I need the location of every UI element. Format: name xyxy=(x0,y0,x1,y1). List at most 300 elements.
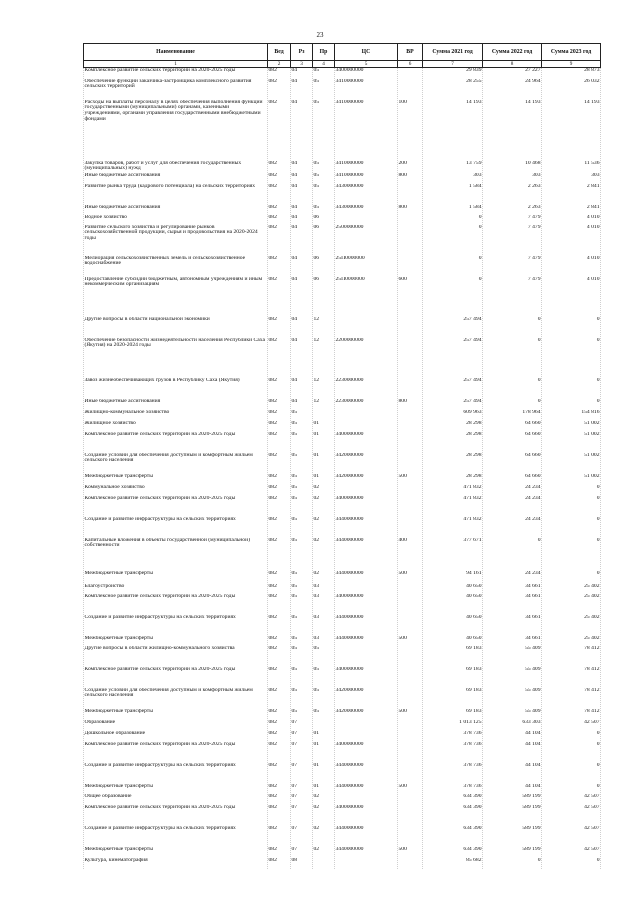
row-amount-2022: 2 263 xyxy=(527,183,541,189)
row-pr: 02 xyxy=(313,793,320,799)
row-amount-2023: 4 010 xyxy=(586,214,600,220)
row-amount-2023: 42 507 xyxy=(584,719,600,725)
row-amount-2022: 0 xyxy=(537,398,541,404)
row-name: Жилищно-коммунальное хозяйство xyxy=(84,409,170,415)
row-name: Развитие рынка труда (кадрового потенциала) на сельских территориях xyxy=(84,183,256,189)
table-row xyxy=(84,100,601,161)
row-pr: 12 xyxy=(313,377,320,383)
row-amount-2022: 178 964 xyxy=(522,409,541,415)
row-cs xyxy=(335,646,398,667)
row-ved: 082 xyxy=(268,719,277,725)
row-amount-2023: 0 xyxy=(596,484,600,490)
row-name: Образование xyxy=(84,719,116,725)
row-amount-2021: 377 671 xyxy=(463,537,482,543)
row-vr xyxy=(398,79,423,100)
row-pr: 03 xyxy=(313,614,320,620)
row-cs: 3440000000 xyxy=(335,570,364,576)
table-row xyxy=(84,784,601,794)
row-pr: 01 xyxy=(313,452,320,458)
row-cs: 3440000000 xyxy=(335,846,364,852)
row-vr xyxy=(398,421,423,432)
row-rz: 05 xyxy=(291,570,298,576)
row-vr xyxy=(398,338,423,378)
col-header-cs: ЦС xyxy=(335,44,398,61)
row-cs xyxy=(335,410,398,421)
row-vr xyxy=(398,826,423,847)
row-name: Комплексное развитие сельских территорий на 2020-2025 годы xyxy=(84,804,236,810)
row-ved: 082 xyxy=(268,793,277,799)
row-amount-2022: 24 234 xyxy=(525,484,541,490)
row-ved: 082 xyxy=(268,255,277,261)
row-vr xyxy=(398,594,423,615)
col-header-ved: Вед xyxy=(268,44,291,61)
row-ved: 082 xyxy=(268,593,277,599)
column-number-row xyxy=(84,61,601,68)
row-vr: 800 xyxy=(398,172,407,178)
row-vr xyxy=(398,453,423,474)
row-amount-2022: 589 199 xyxy=(522,825,541,831)
row-amount-2022: 0 xyxy=(537,857,541,863)
row-rz: 05 xyxy=(291,516,298,522)
row-ved: 082 xyxy=(268,583,277,589)
row-ved: 082 xyxy=(268,708,277,714)
row-vr xyxy=(398,720,423,731)
row-amount-2023: 78 412 xyxy=(584,708,600,714)
row-amount-2023: 2 841 xyxy=(586,204,600,210)
row-name: Общее образование xyxy=(84,793,132,799)
row-name: Обеспечение безопасности жизнедеятельности населения Республики Саха (Якутия) на 2020-2024 годы xyxy=(84,337,265,349)
row-amount-2021: 40 650 xyxy=(466,583,482,589)
table-row xyxy=(84,794,601,805)
row-name: Иные бюджетные ассигнования xyxy=(84,204,161,210)
row-ved: 082 xyxy=(268,409,277,415)
row-amount-2021: 40 650 xyxy=(466,593,482,599)
table-row xyxy=(84,636,601,646)
row-vr: 200 xyxy=(398,160,407,166)
row-ved: 082 xyxy=(268,431,277,437)
row-name: Комплексное развитие сельских территорий на 2020-2025 годы xyxy=(84,67,236,73)
row-amount-2023: 0 xyxy=(596,537,600,543)
row-rz: 04 xyxy=(291,276,298,282)
row-amount-2022: 55 409 xyxy=(525,645,541,651)
row-name: Другие вопросы в области национальной экономики xyxy=(84,316,210,322)
row-rz: 04 xyxy=(291,337,298,343)
row-ved: 082 xyxy=(268,804,277,810)
row-amount-2022: 64 660 xyxy=(525,431,541,437)
row-cs: 3400000000 xyxy=(335,666,364,672)
row-ved: 082 xyxy=(268,473,277,479)
table-row xyxy=(84,173,601,184)
row-rz: 04 xyxy=(291,214,298,220)
row-vr: 500 xyxy=(398,783,407,789)
row-name: Создание и развитие инфраструктуры на сельских территориях xyxy=(84,762,236,768)
row-name: Благоустройство xyxy=(84,583,125,589)
row-rz: 04 xyxy=(291,99,298,105)
row-amount-2021: 634 390 xyxy=(463,804,482,810)
row-ved: 082 xyxy=(268,398,277,404)
row-amount-2021: 471 832 xyxy=(463,484,482,490)
row-name: Дошкольное образование xyxy=(84,730,146,736)
row-ved: 082 xyxy=(268,762,277,768)
row-vr xyxy=(398,485,423,496)
row-amount-2023: 25 402 xyxy=(584,635,600,641)
row-ved: 082 xyxy=(268,687,277,693)
row-rz: 07 xyxy=(291,730,298,736)
row-pr: 02 xyxy=(313,846,320,852)
row-amount-2022: 7 479 xyxy=(527,276,541,282)
column-number: 9 xyxy=(542,61,601,68)
row-pr: 06 xyxy=(313,214,320,220)
row-rz: 05 xyxy=(291,537,298,543)
row-ved: 082 xyxy=(268,846,277,852)
row-vr: 100 xyxy=(398,99,407,105)
row-amount-2023: 2 841 xyxy=(586,183,600,189)
row-cs: 3440000000 xyxy=(335,537,364,543)
row-ved: 082 xyxy=(268,666,277,672)
row-ved: 082 xyxy=(268,495,277,501)
table-row xyxy=(84,646,601,667)
row-vr xyxy=(398,584,423,594)
row-rz: 05 xyxy=(291,484,298,490)
row-amount-2023: 14 193 xyxy=(584,99,600,105)
row-amount-2022: 0 xyxy=(537,537,541,543)
row-cs: 3440000000 xyxy=(335,783,364,789)
row-cs: 3400000000 xyxy=(335,741,364,747)
row-vr xyxy=(398,794,423,805)
row-pr: 02 xyxy=(313,537,320,543)
table-row xyxy=(84,161,601,173)
row-pr: 05 xyxy=(313,708,320,714)
table-row xyxy=(84,742,601,763)
row-ved: 082 xyxy=(268,635,277,641)
col-header-vr: ВР xyxy=(398,44,423,61)
row-vr xyxy=(398,667,423,688)
row-amount-2021: 378 736 xyxy=(463,783,482,789)
row-name: Водное хозяйство xyxy=(84,214,127,220)
row-pr: 06 xyxy=(313,224,320,230)
row-cs: 3430000000 xyxy=(335,204,364,210)
table-row xyxy=(84,378,601,399)
row-amount-2022: 589 199 xyxy=(522,804,541,810)
row-rz: 05 xyxy=(291,635,298,641)
row-rz: 05 xyxy=(291,583,298,589)
row-rz: 05 xyxy=(291,420,298,426)
row-pr: 01 xyxy=(313,431,320,437)
row-rz: 07 xyxy=(291,793,298,799)
row-amount-2023: 0 xyxy=(596,316,600,322)
row-pr: 01 xyxy=(313,730,320,736)
row-amount-2023: 0 xyxy=(596,857,600,863)
row-vr xyxy=(398,378,423,399)
row-vr: 500 xyxy=(398,570,407,576)
row-rz: 05 xyxy=(291,645,298,651)
row-vr xyxy=(398,410,423,421)
col-header-2023: Сумма 2023 год xyxy=(542,44,601,61)
row-pr: 06 xyxy=(313,276,320,282)
row-amount-2022: 64 660 xyxy=(525,473,541,479)
row-rz: 04 xyxy=(291,172,298,178)
row-cs xyxy=(335,720,398,731)
table-row xyxy=(84,688,601,709)
table-row xyxy=(84,205,601,215)
row-amount-2021: 94 161 xyxy=(466,570,482,576)
table-row xyxy=(84,317,601,338)
row-cs xyxy=(335,794,398,805)
row-pr: 02 xyxy=(313,516,320,522)
row-amount-2022: 589 199 xyxy=(522,793,541,799)
row-name: Коммунальное хозяйство xyxy=(84,484,145,490)
row-vr xyxy=(398,517,423,538)
row-amount-2022: 44 104 xyxy=(525,730,541,736)
row-ved: 082 xyxy=(268,172,277,178)
row-rz: 04 xyxy=(291,377,298,383)
row-ved: 082 xyxy=(268,204,277,210)
table-row xyxy=(84,410,601,421)
row-vr xyxy=(398,763,423,784)
row-amount-2022: 24 234 xyxy=(525,570,541,576)
row-ved: 082 xyxy=(268,857,277,863)
row-ved: 082 xyxy=(268,99,277,105)
row-amount-2022: 44 104 xyxy=(525,783,541,789)
row-name: Завоз жизнеобеспечивающих грузов в Республику Саха (Якутия) xyxy=(84,377,240,383)
row-cs: 3400000000 xyxy=(335,593,364,599)
row-cs: 3440000000 xyxy=(335,762,364,768)
row-rz: 04 xyxy=(291,204,298,210)
row-rz: 05 xyxy=(291,708,298,714)
column-number: 2 xyxy=(268,61,291,68)
row-amount-2023: 303 xyxy=(591,172,600,178)
row-name: Создание и развитие инфраструктуры на сельских территориях xyxy=(84,614,236,620)
row-cs: 2230000000 xyxy=(335,398,364,404)
table-row xyxy=(84,399,601,410)
row-amount-2021: 28 298 xyxy=(466,473,482,479)
row-cs: 3430000000 xyxy=(335,183,364,189)
row-name: Межбюджетные трансферты xyxy=(84,846,153,852)
row-pr: 05 xyxy=(313,687,320,693)
row-amount-2023: 26 032 xyxy=(584,78,600,84)
row-rz: 07 xyxy=(291,741,298,747)
table-row xyxy=(84,667,601,688)
row-vr: 600 xyxy=(398,276,407,282)
row-amount-2023: 78 412 xyxy=(584,645,600,651)
row-name: Иные бюджетные ассигнования xyxy=(84,172,161,178)
row-amount-2021: 0 xyxy=(478,276,482,282)
row-cs: 3420000000 xyxy=(335,708,364,714)
table-row xyxy=(84,485,601,496)
row-amount-2021: 257 494 xyxy=(463,398,482,404)
row-name: Межбюджетные трансферты xyxy=(84,783,153,789)
row-amount-2021: 69 183 xyxy=(466,645,482,651)
row-pr xyxy=(313,720,335,731)
row-amount-2021: 85 682 xyxy=(466,857,482,863)
row-cs xyxy=(335,584,398,594)
row-ved: 082 xyxy=(268,276,277,282)
row-amount-2022: 44 104 xyxy=(525,741,541,747)
table-row xyxy=(84,256,601,277)
row-amount-2023: 154 816 xyxy=(581,409,600,415)
row-amount-2023: 4 010 xyxy=(586,255,600,261)
row-pr: 12 xyxy=(313,337,320,343)
row-amount-2021: 28 255 xyxy=(466,78,482,84)
row-amount-2021: 14 193 xyxy=(466,99,482,105)
row-amount-2021: 257 494 xyxy=(463,316,482,322)
table-row xyxy=(84,709,601,720)
table-row xyxy=(84,79,601,100)
row-amount-2022: 7 479 xyxy=(527,214,541,220)
row-ved: 082 xyxy=(268,645,277,651)
row-amount-2023: 0 xyxy=(596,377,600,383)
page-number: 23 xyxy=(316,31,324,39)
row-rz: 05 xyxy=(291,409,298,415)
row-name: Комплексное развитие сельских территорий на 2020-2025 годы xyxy=(84,666,236,672)
row-ved: 082 xyxy=(268,537,277,543)
row-amount-2021: 28 298 xyxy=(466,420,482,426)
row-amount-2023: 4 010 xyxy=(586,276,600,282)
row-amount-2021: 0 xyxy=(478,224,482,230)
row-pr: 01 xyxy=(313,420,320,426)
row-vr xyxy=(398,317,423,338)
row-name: Закупка товаров, работ и услуг для обеспечения государственных (муниципальных) нужд xyxy=(84,160,242,172)
row-vr xyxy=(398,615,423,636)
row-pr: 03 xyxy=(313,635,320,641)
row-amount-2023: 0 xyxy=(596,730,600,736)
row-rz: 04 xyxy=(291,255,298,261)
row-cs: 2500000000 xyxy=(335,224,364,230)
table-row xyxy=(84,594,601,615)
row-rz: 05 xyxy=(291,593,298,599)
row-name: Создание условий для обеспечения доступным и комфортным жильем сельского населения xyxy=(84,452,253,464)
row-amount-2023: 25 402 xyxy=(584,593,600,599)
row-vr xyxy=(398,68,423,79)
header-row xyxy=(84,44,601,61)
row-amount-2022: 589 199 xyxy=(522,846,541,852)
row-amount-2022: 0 xyxy=(537,337,541,343)
row-ved: 082 xyxy=(268,377,277,383)
row-name: Капитальные вложения в объекты государственной (муниципальной) собственности xyxy=(84,537,250,549)
row-pr: 05 xyxy=(313,67,320,73)
row-amount-2021: 634 390 xyxy=(463,793,482,799)
row-pr xyxy=(313,858,335,868)
row-amount-2023: 4 010 xyxy=(586,224,600,230)
row-vr xyxy=(398,184,423,205)
row-ved: 082 xyxy=(268,316,277,322)
row-amount-2023: 25 402 xyxy=(584,583,600,589)
row-amount-2023: 25 402 xyxy=(584,614,600,620)
row-amount-2023: 51 002 xyxy=(584,473,600,479)
table-row xyxy=(84,421,601,432)
row-name: Мелиорация сельскохозяйственных земель и сельскохозяйственное водоснабжение xyxy=(84,255,246,267)
row-pr: 02 xyxy=(313,570,320,576)
table-row xyxy=(84,720,601,731)
row-name: Межбюджетные трансферты xyxy=(84,635,153,641)
table-row xyxy=(84,277,601,317)
row-amount-2023: 42 507 xyxy=(584,825,600,831)
row-amount-2022: 10 468 xyxy=(525,160,541,166)
row-ved: 082 xyxy=(268,420,277,426)
column-number: 7 xyxy=(423,61,483,68)
row-rz: 07 xyxy=(291,719,298,725)
row-ved: 082 xyxy=(268,730,277,736)
row-vr: 800 xyxy=(398,398,407,404)
row-rz: 04 xyxy=(291,224,298,230)
row-amount-2021: 303 xyxy=(473,172,482,178)
row-amount-2022: 34 661 xyxy=(525,583,541,589)
table-row xyxy=(84,805,601,826)
table-row xyxy=(84,496,601,517)
row-cs: 25П0000000 xyxy=(335,255,365,261)
row-amount-2023: 78 412 xyxy=(584,666,600,672)
col-header-rz: Рз xyxy=(291,44,313,61)
row-amount-2023: 0 xyxy=(596,741,600,747)
row-pr: 12 xyxy=(313,316,320,322)
row-vr xyxy=(398,225,423,256)
row-amount-2023: 11 536 xyxy=(584,160,600,166)
row-amount-2021: 378 736 xyxy=(463,730,482,736)
row-amount-2021: 471 832 xyxy=(463,516,482,522)
table-row xyxy=(84,615,601,636)
row-amount-2022: 34 661 xyxy=(525,635,541,641)
row-cs: 2230000000 xyxy=(335,377,364,383)
row-cs: 3440000000 xyxy=(335,516,364,522)
row-amount-2023: 0 xyxy=(596,762,600,768)
row-name: Комплексное развитие сельских территорий на 2020-2025 годы xyxy=(84,431,236,437)
row-pr: 05 xyxy=(313,172,320,178)
row-amount-2022: 24 234 xyxy=(525,495,541,501)
row-amount-2022: 55 409 xyxy=(525,708,541,714)
row-ved: 082 xyxy=(268,570,277,576)
row-name: Межбюджетные трансферты xyxy=(84,708,153,714)
row-amount-2021: 378 736 xyxy=(463,762,482,768)
row-pr: 12 xyxy=(313,398,320,404)
table-row xyxy=(84,858,601,868)
table-row xyxy=(84,571,601,584)
table-row xyxy=(84,538,601,571)
row-amount-2022: 2 263 xyxy=(527,204,541,210)
row-pr: 06 xyxy=(313,255,320,261)
row-name: Другие вопросы в области жилищно-коммунального хозяйства xyxy=(84,645,235,651)
row-rz: 05 xyxy=(291,687,298,693)
row-name: Создание и развитие инфраструктуры на сельских территориях xyxy=(84,516,236,522)
row-name: Развитие сельского хозяйства и регулирование рынков сельскохозяйственной продукции, сырья и продовольствия на 2020-2024 годы xyxy=(84,224,258,242)
row-amount-2021: 69 183 xyxy=(466,666,482,672)
row-amount-2023: 51 002 xyxy=(584,452,600,458)
row-cs: 3440000000 xyxy=(335,825,364,831)
table-row xyxy=(84,731,601,742)
row-amount-2023: 28 873 xyxy=(584,67,600,73)
col-header-2021: Сумма 2021 год xyxy=(423,44,483,61)
row-cs: 2200000000 xyxy=(335,337,364,343)
row-amount-2023: 0 xyxy=(596,398,600,404)
row-rz: 07 xyxy=(291,762,298,768)
row-pr: 02 xyxy=(313,825,320,831)
row-pr: 01 xyxy=(313,783,320,789)
row-vr xyxy=(398,858,423,868)
row-name: Комплексное развитие сельских территорий на 2020-2025 годы xyxy=(84,741,236,747)
row-cs xyxy=(335,215,398,225)
row-rz: 07 xyxy=(291,825,298,831)
row-vr xyxy=(398,688,423,709)
row-amount-2021: 13 759 xyxy=(466,160,482,166)
table-row xyxy=(84,826,601,847)
row-name: Жилищное хозяйство xyxy=(84,420,136,426)
row-rz: 07 xyxy=(291,846,298,852)
row-amount-2022: 14 193 xyxy=(525,99,541,105)
row-ved: 082 xyxy=(268,614,277,620)
row-rz: 04 xyxy=(291,78,298,84)
row-amount-2021: 40 650 xyxy=(466,614,482,620)
row-amount-2021: 257 494 xyxy=(463,377,482,383)
row-ved: 082 xyxy=(268,78,277,84)
